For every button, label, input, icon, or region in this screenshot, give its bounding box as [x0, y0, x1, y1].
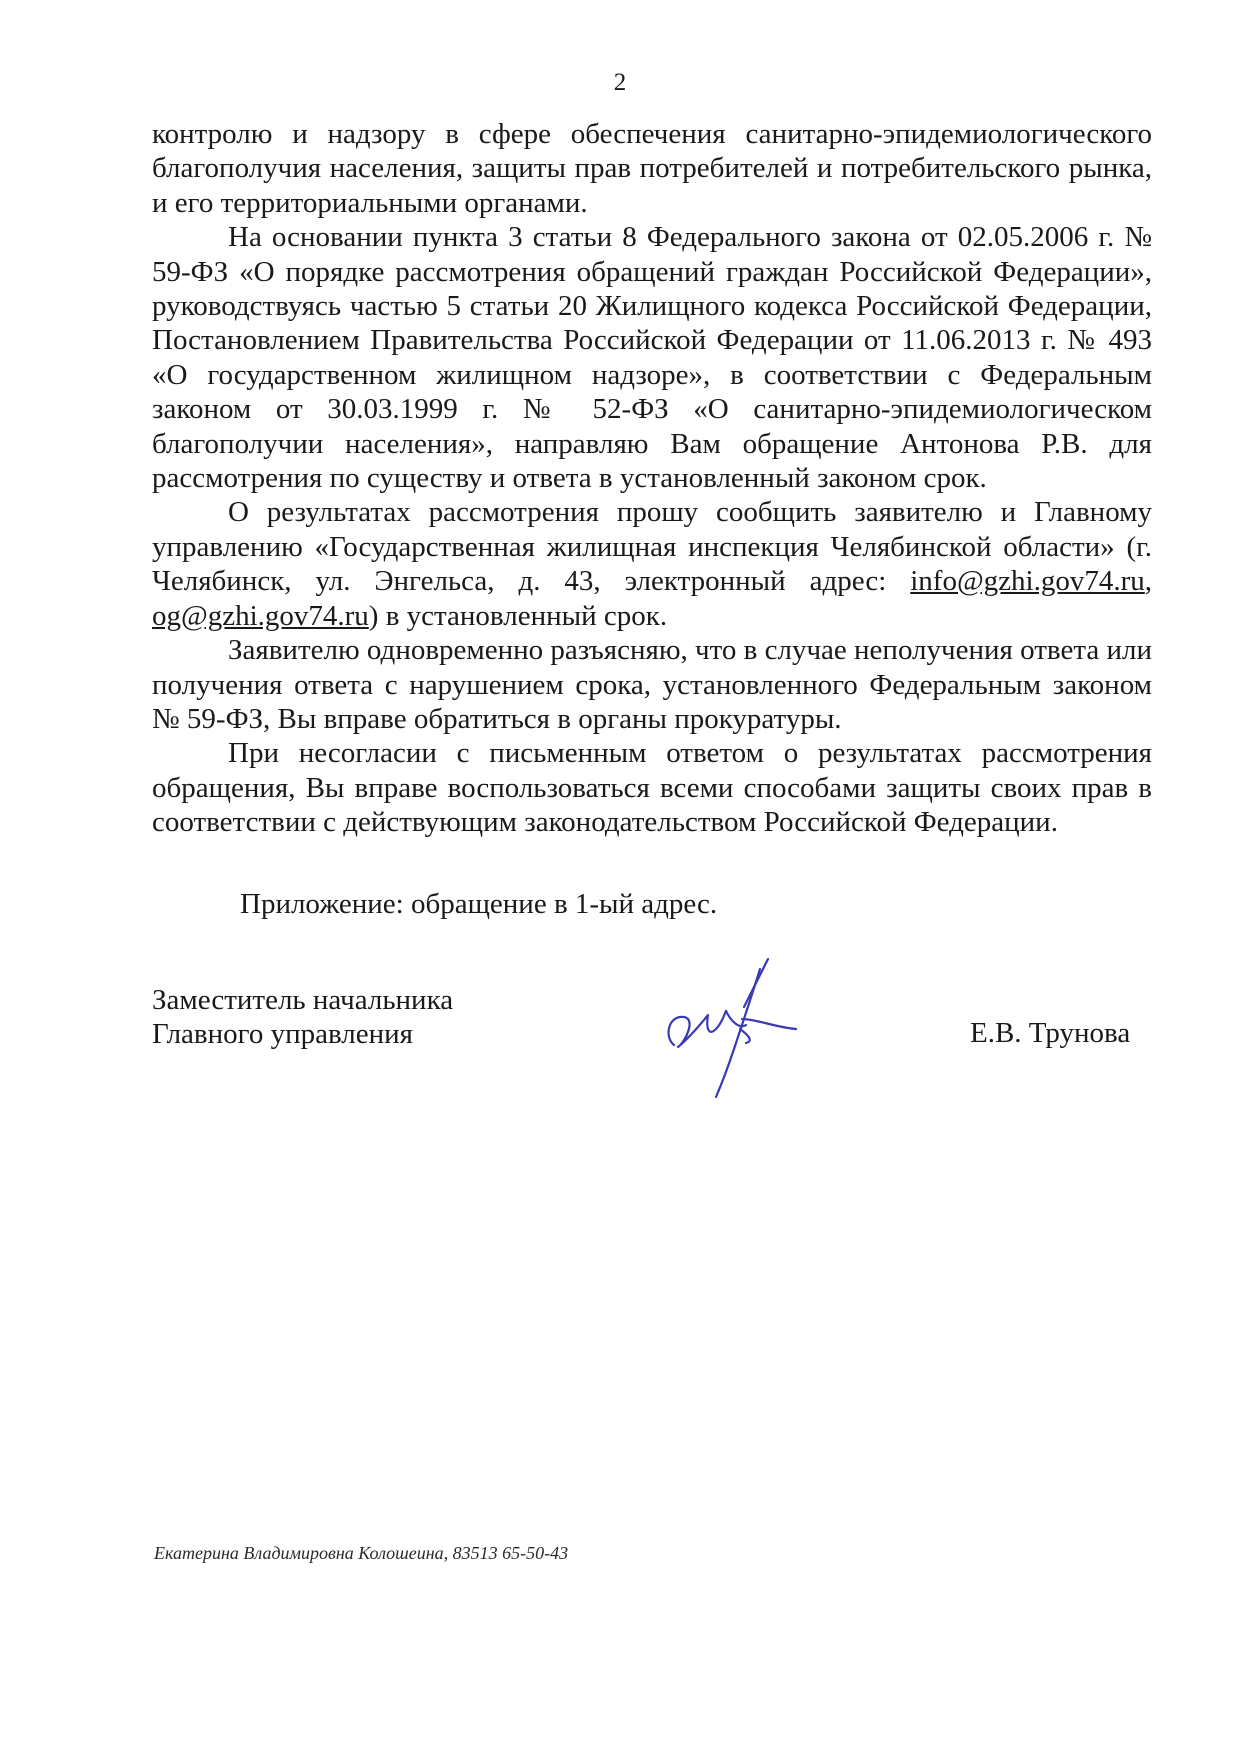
- attachment-note: Приложение: обращение в 1-ый адрес.: [240, 888, 718, 920]
- email-link-info[interactable]: info@gzhi.gov74.ru: [910, 565, 1145, 598]
- handwritten-signature-icon: [656, 945, 806, 1105]
- email-link-og[interactable]: og@gzhi.gov74.ru: [152, 599, 369, 632]
- paragraph-disagreement: При несогласии с письменным ответом о результатах рассмотрения обращения, Вы вправе воспользоваться всеми способами защиты своих прав в соответствии с действующим законодательством Российской Федерации.: [152, 737, 1152, 839]
- signer-position-line-1: Заместитель начальника: [152, 984, 454, 1016]
- letter-body: [152, 117, 1152, 840]
- report-request-text: О результатах рассмотрения прошу сообщить заявителю и Главному управлению «Государственная жилищная инспекция Челябинской области» (г. Челябинск, ул. Энгельса, д. 43, электронный адрес:: [152, 496, 1152, 598]
- email-separator: ,: [1144, 565, 1152, 598]
- paragraph-continuation: контролю и надзору в сфере обеспечения санитарно-эпидемиологического благополучия населения, защиты прав потребителей и потребительского рынка, и его территориальными органами.: [152, 118, 1152, 219]
- signer-position-line-2: Главного управления: [152, 1018, 413, 1050]
- signer-name: Е.В. Трунова: [970, 1017, 1131, 1049]
- paragraph-report-request: [152, 495, 1152, 633]
- signer-position: [152, 983, 453, 1051]
- paragraph-legal-basis: На основании пункта 3 статьи 8 Федерального закона от 02.05.2006 г. № 59-ФЗ «О порядке рассмотрения обращений граждан Российской Федерации», руководствуясь частью 5 статьи 20 Жилищного кодекса Российской Федерации, Постановлением Правительства Российской Федерации от 11.06.2013 г. № 493 «О государственном жилищном надзоре», в соответствии с Федеральным законом от 30.03.1999 г. № 52-ФЗ «О санитарно-эпидемиологическом благополучии населения», направляю Вам обращение Антонова Р.В. для рассмотрения по существу и ответа в установленный законом срок.: [152, 221, 1152, 495]
- executor-contact: Екатерина Владимировна Колошеина, 83513 65-50-43: [154, 1543, 569, 1563]
- report-request-tail: ) в установленный срок.: [368, 599, 668, 632]
- page-number: 2: [613, 69, 627, 96]
- paragraph-explanation: Заявителю одновременно разъясняю, что в случае неполучения ответа или получения ответа с нарушением срока, установленного Федеральным законом № 59-ФЗ, Вы вправе обратиться в органы прокуратуры.: [152, 634, 1152, 735]
